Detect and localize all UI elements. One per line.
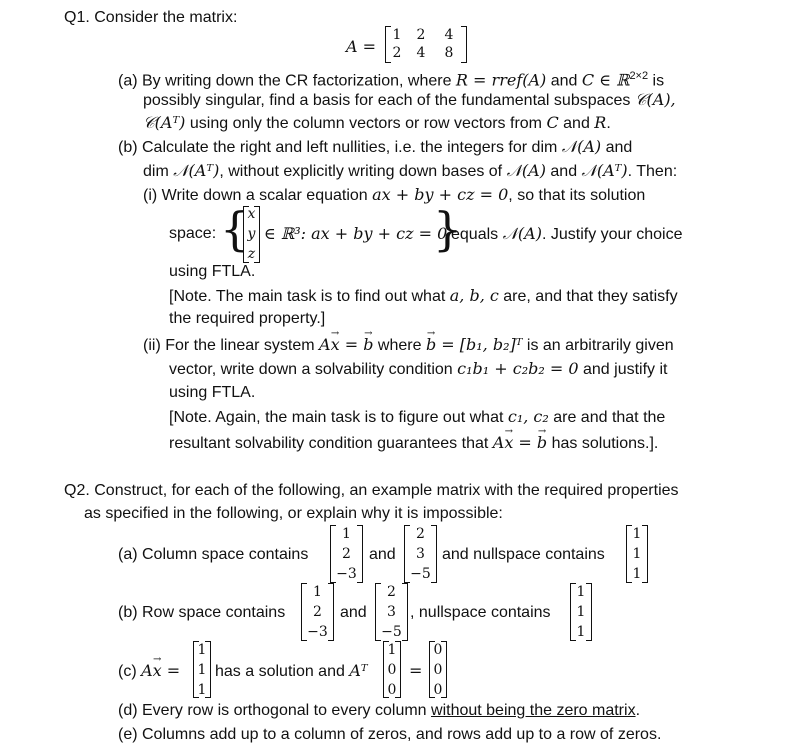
q1bi-note1: [Note. The main task is to find out what a, b, c are, and that they satisfy <box>169 286 678 305</box>
q1b-line1: (b) Calculate the right and left nullities, i.e. the integers for dim 𝒩(A) and <box>118 137 633 156</box>
left-brace: { <box>220 202 250 256</box>
q1b-line2: dim 𝒩(Aᵀ), without explicitly writing down bases of 𝒩(A) and 𝒩(Aᵀ). Then: <box>143 161 678 180</box>
q2a-vector1 <box>330 525 363 583</box>
vec-entry: −5 <box>381 624 402 640</box>
q2c-vector3 <box>429 641 447 698</box>
matrix-cell: 2 <box>416 27 426 43</box>
matrix-a <box>385 26 467 63</box>
q2b-vector2 <box>375 583 408 641</box>
vec-entry: 1 <box>632 526 642 542</box>
vec-entry: 0 <box>433 662 443 678</box>
vec-entry: 0 <box>433 682 443 698</box>
vec-entry: 2 <box>416 526 425 542</box>
vec-entry: 1 <box>197 642 207 658</box>
vec-entry: x <box>247 206 256 222</box>
vec-entry: y <box>247 226 256 242</box>
vec-entry: 2 <box>387 584 396 600</box>
q2d: (d) Every row is orthogonal to every column without being the zero matrix. <box>118 702 641 719</box>
vec-entry: 1 <box>632 566 642 582</box>
q2-title-line1: Q2. Construct, for each of the following, an example matrix with the required properties <box>64 482 679 499</box>
set-condition: ∈ ℝ³: ax + by + cz = 0 <box>264 224 448 243</box>
vec-entry: 1 <box>576 604 586 620</box>
q2c-pre: (c) A→ x = <box>118 661 180 682</box>
vec-entry: 1 <box>576 584 586 600</box>
q1bii-note1: [Note. Again, the main task is to figure out what c₁, c₂ are and that the <box>169 407 666 426</box>
vec-entry: −5 <box>410 566 431 582</box>
vec-entry: 0 <box>387 662 397 678</box>
q1bi-using: using FTLA. <box>169 263 256 280</box>
q1bi-equals: equals 𝒩(A). Justify your choice <box>451 224 683 243</box>
q2b-vector1 <box>301 583 334 641</box>
q1-title: Q1. Consider the matrix: <box>64 9 238 26</box>
vec-entry: 1 <box>342 526 351 542</box>
vec-entry: 2 <box>342 546 351 562</box>
q2b-mid: , nullspace contains <box>410 604 551 621</box>
q2b-and: and <box>340 604 367 621</box>
q1bii-line3: using FTLA. <box>169 384 256 401</box>
q2a-and: and <box>369 546 396 563</box>
matrix-cell: 8 <box>444 45 454 61</box>
vec-entry: 1 <box>197 682 207 698</box>
matrix-cell: 2 <box>392 45 402 61</box>
q2a-vector3 <box>626 525 648 583</box>
vec-entry: 1 <box>387 642 397 658</box>
q2a-vector2 <box>404 525 437 583</box>
q2-title-line2: as specified in the following, or explain why it is impossible: <box>84 505 503 522</box>
right-brace: } <box>433 202 463 256</box>
vec-entry: 1 <box>576 624 586 640</box>
vec-entry: 0 <box>387 682 397 698</box>
q1a-line3: 𝒞(Aᵀ) using only the column vectors or row vectors from C and R. <box>143 113 611 132</box>
matrix-label: A = <box>346 37 377 56</box>
xyz-vector <box>243 206 260 263</box>
q2b-pre: (b) Row space contains <box>118 604 286 621</box>
vec-entry: z <box>247 246 256 262</box>
q1bii-line2: vector, write down a solvability condition c₁b₁ + c₂b₂ = 0 and justify it <box>169 359 668 378</box>
q1bii-line1: (ii) For the linear system A→ x = → b where → b = [b₁, b₂]ᵀ is an arbitrarily given <box>143 335 674 356</box>
q1bi-space-label: space: <box>169 225 217 242</box>
vec-entry: 3 <box>387 604 396 620</box>
q2c-vector2 <box>383 641 401 698</box>
q2c-vector1 <box>193 641 211 698</box>
matrix-cell: 4 <box>444 27 454 43</box>
q1bii-note2: resultant solvability condition guarantees that A→ x = → b has solutions.]. <box>169 433 658 454</box>
vec-entry: 0 <box>433 642 443 658</box>
q2c-eq2: = <box>409 661 423 680</box>
q1bi-line1: (i) Write down a scalar equation ax + by + cz = 0, so that its solution <box>143 185 646 204</box>
matrix-cell: 4 <box>416 45 426 61</box>
q2e: (e) Columns add up to a column of zeros, and rows add up to a row of zeros. <box>118 726 662 743</box>
q2a-pre: (a) Column space contains <box>118 546 309 563</box>
matrix-cell: 1 <box>392 27 402 43</box>
vec-entry: −3 <box>307 624 328 640</box>
vec-entry: −3 <box>336 566 357 582</box>
vec-entry: 1 <box>197 662 207 678</box>
q1bi-note2: the required property.] <box>169 310 326 327</box>
q1a-line1: (a) By writing down the CR factorization, where R = rref(A) and C ∈ ℝ$^{2\times 2}$ is <box>118 70 665 90</box>
q2c-mid: has a solution and Aᵀ <box>215 661 368 680</box>
vec-entry: 2 <box>313 604 322 620</box>
q1a-line2: possibly singular, find a basis for each of the fundamental subspaces 𝒞(A), <box>143 90 676 109</box>
vec-entry: 3 <box>416 546 425 562</box>
vec-entry: 1 <box>632 546 642 562</box>
vec-entry: 1 <box>313 584 322 600</box>
q2b-vector3 <box>570 583 592 641</box>
q2a-mid: and nullspace contains <box>442 546 605 563</box>
